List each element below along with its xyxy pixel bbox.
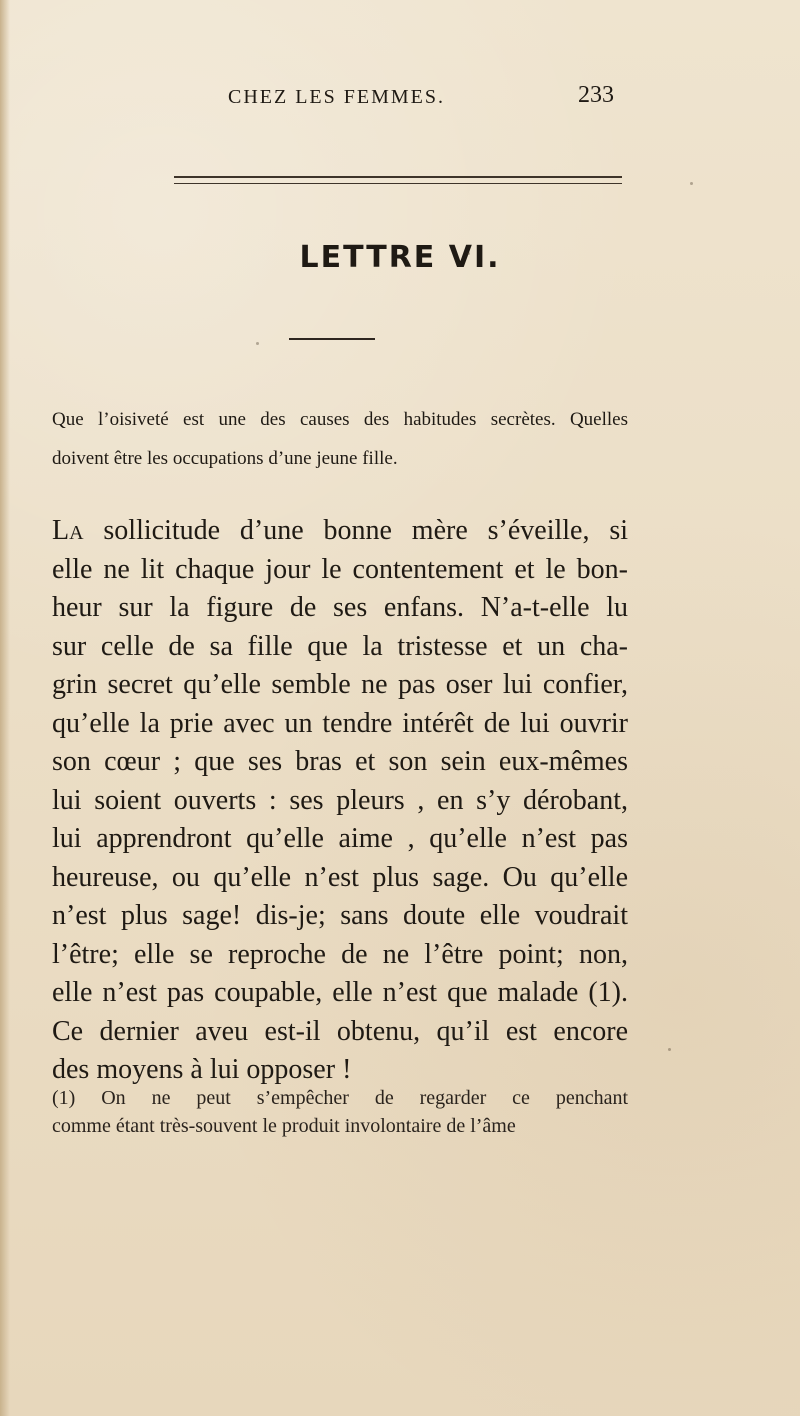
paper-speck: [690, 182, 693, 185]
body-line: grin secret qu’elle semble ne pas oser lui confier,: [52, 669, 628, 700]
body-first-line: [52, 512, 628, 551]
summary-line: Que l’oisiveté est une des causes des habitudes secrètes. Quelles: [52, 409, 628, 430]
paper-speck: [668, 1048, 671, 1051]
body-line: son cœur ; que ses bras et son sein eux-mêmes: [52, 746, 628, 777]
paper-speck: [256, 342, 259, 345]
letter-summary: [52, 406, 628, 483]
body-line: heur sur la figure de ses enfans. N’a-t-elle lu: [52, 592, 628, 623]
footnote: [52, 1084, 628, 1140]
body-first-word: La: [52, 515, 84, 546]
body-line: sur celle de sa fille que la tristesse et un cha-: [52, 630, 628, 662]
body-line: n’est plus sage! dis-je; sans doute elle voudrait: [52, 900, 628, 931]
letter-title: LETTRE VI.: [299, 240, 501, 275]
page-number: 233: [578, 82, 614, 108]
body-line: des moyens à lui opposer !: [52, 1054, 352, 1085]
summary-line: doivent être les occupations d’une jeune fille.: [52, 447, 398, 469]
body-line: lui apprendront qu’elle aime , qu’elle n’est pas: [52, 823, 628, 854]
title-separator-rule: [289, 338, 375, 340]
footnote-line: comme étant très-souvent le produit involontaire de l’âme: [52, 1115, 516, 1137]
body-line: elle ne lit chaque jour le contentement et le bon-: [52, 553, 628, 585]
running-header: [0, 82, 800, 116]
letter-body: [52, 512, 628, 1090]
body-line: heureuse, ou qu’elle n’est plus sage. Ou qu’elle: [52, 861, 628, 893]
body-first-line-rest: sollicitude d’une bonne mère s’éveille, si: [83, 515, 628, 546]
body-line: Ce dernier aveu est-il obtenu, qu’il est encore: [52, 1015, 628, 1047]
footnote-line: (1) On ne peut s’empêcher de regarder ce penchant: [52, 1087, 628, 1109]
running-title: CHEZ LES FEMMES.: [228, 86, 446, 108]
body-line: elle n’est pas coupable, elle n’est que malade (1).: [52, 977, 628, 1008]
page-gutter-shadow: [0, 0, 10, 1416]
paper-speck: [467, 252, 470, 255]
body-line: qu’elle la prie avec un tendre intérêt de lui ouvrir: [52, 707, 628, 739]
body-line: lui soient ouverts : ses pleurs , en s’y dérobant,: [52, 784, 628, 816]
header-double-rule: [174, 176, 622, 178]
body-line: l’être; elle se reproche de ne l’être point; non,: [52, 938, 628, 970]
